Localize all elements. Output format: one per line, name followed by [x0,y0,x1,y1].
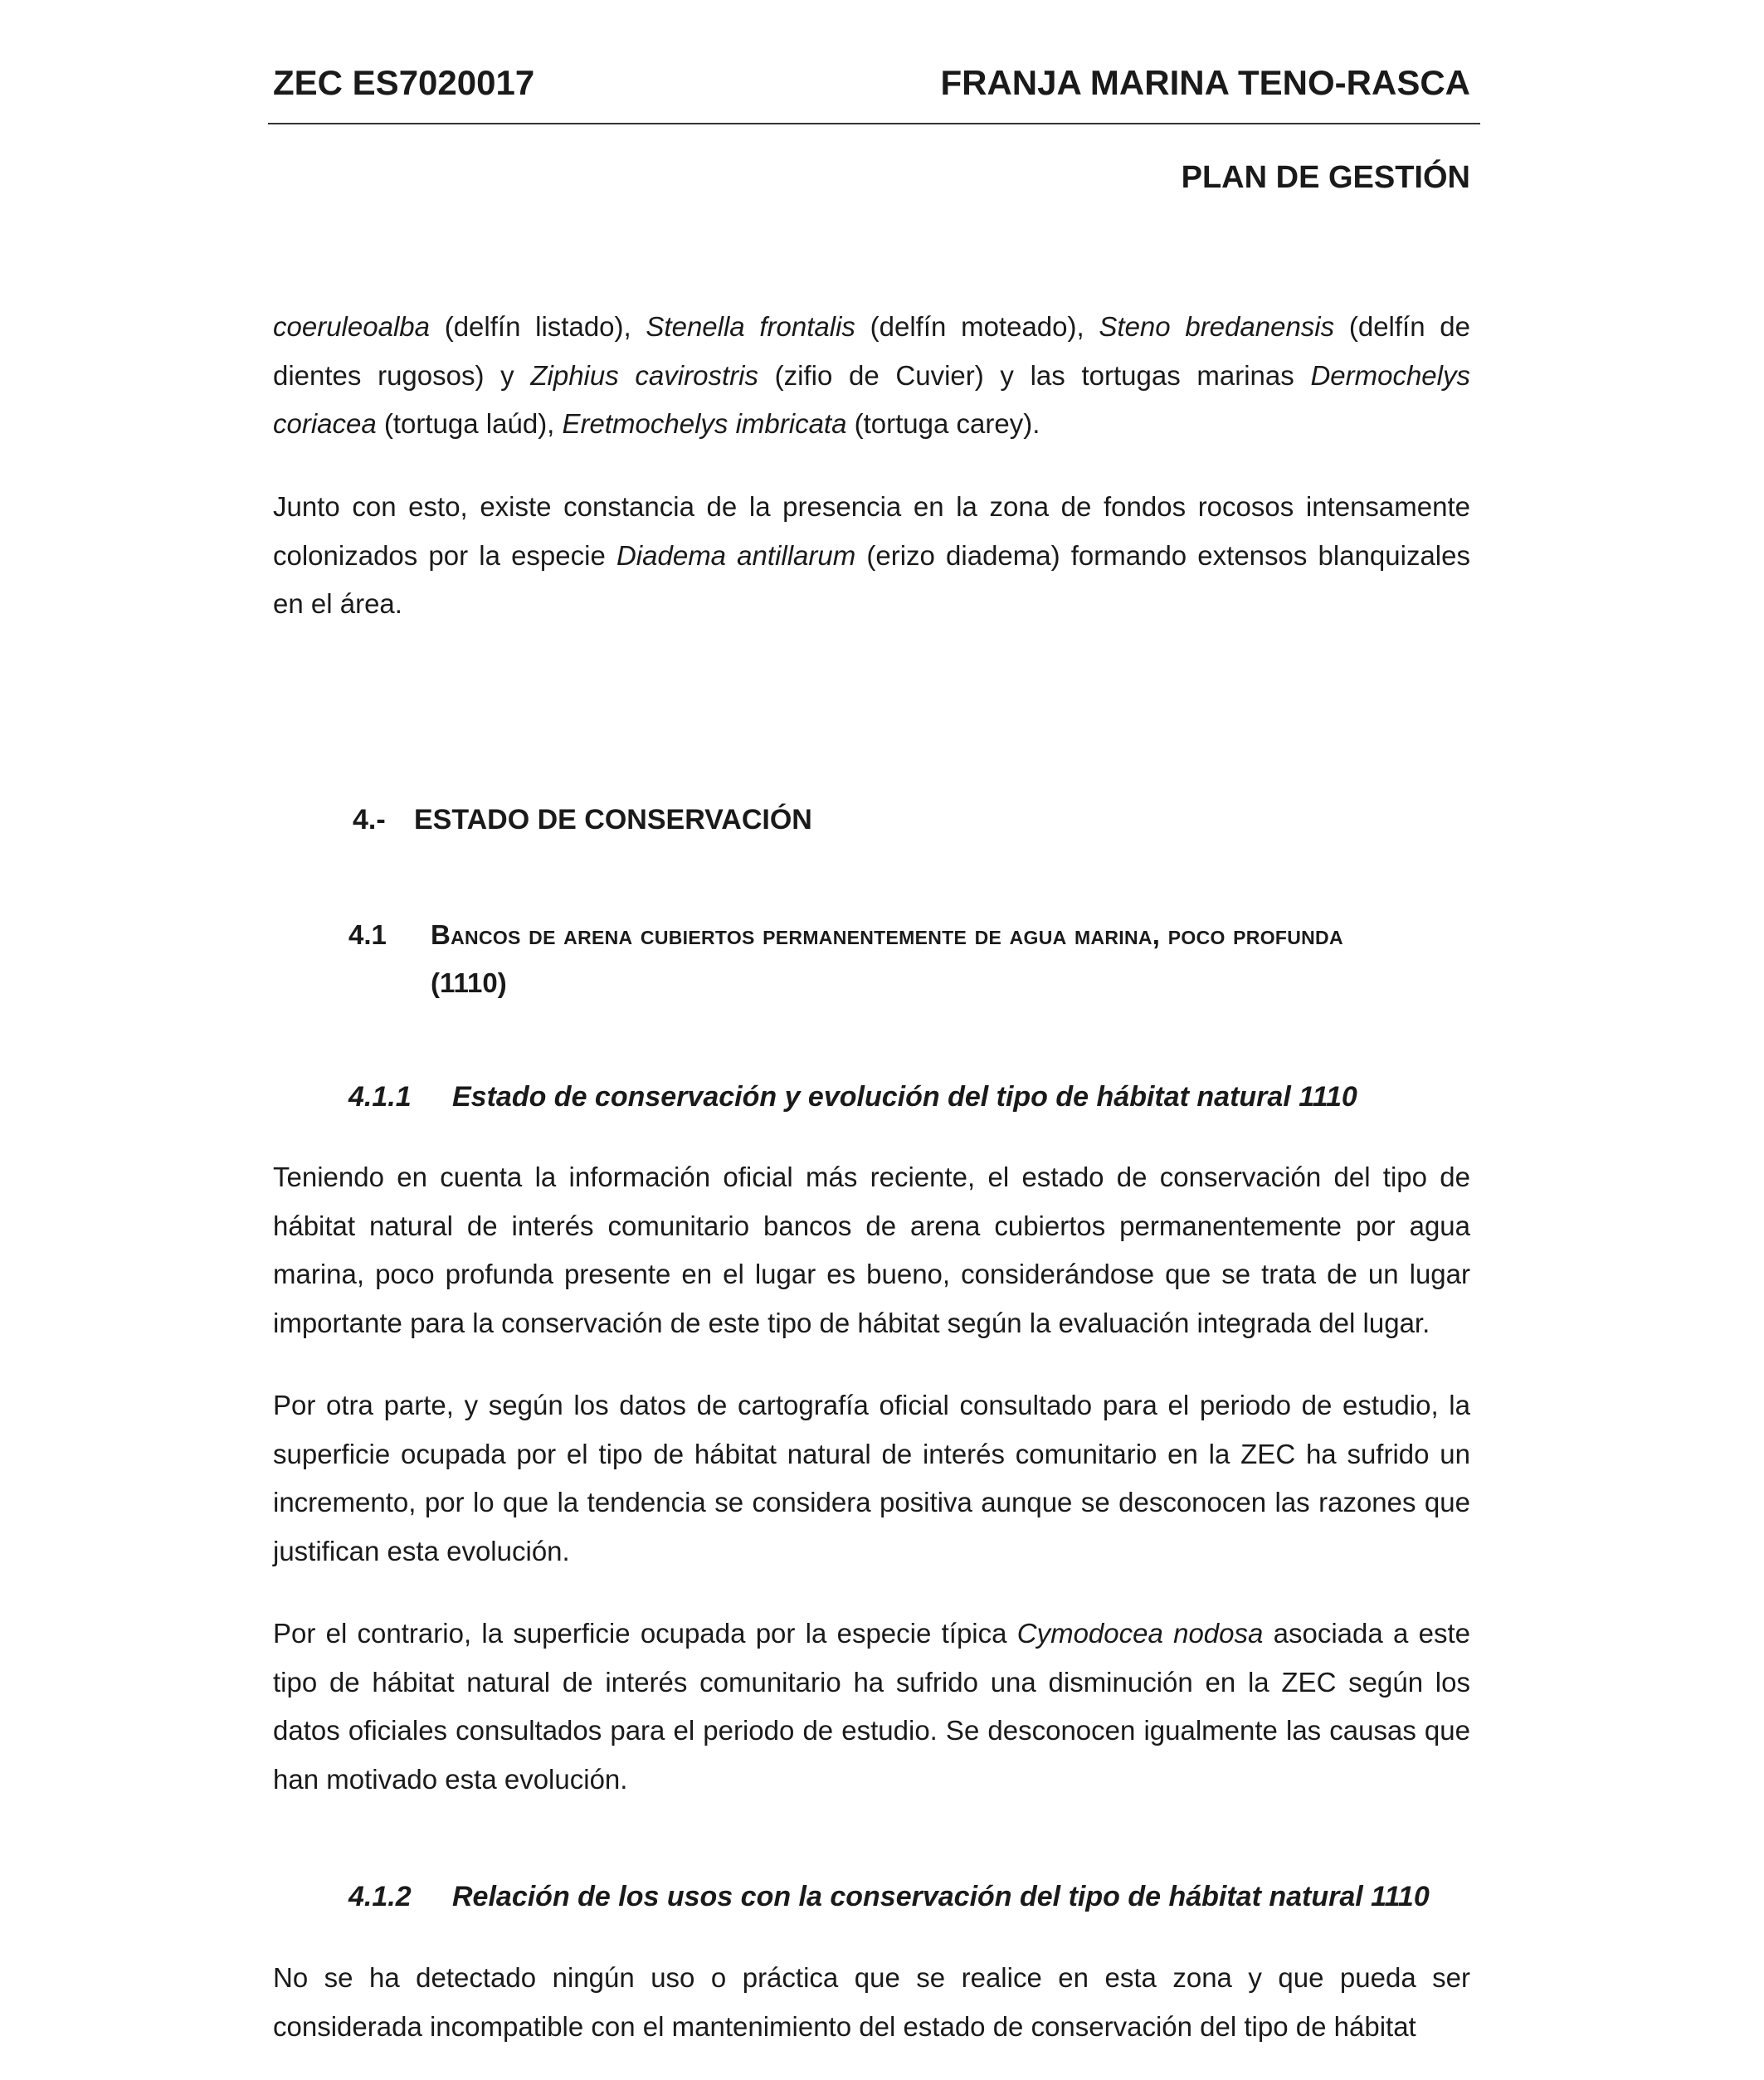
section-heading-4-1: 4.1 Bancos de arena cubiertos permanentemente de agua marina, poco profunda (1110) [348,919,1343,998]
header-divider [268,123,1480,124]
species-name: Stenella frontalis [646,311,855,342]
species-name: Dermochelys coriacea [273,359,1470,439]
paragraph-conservation-state: Teniendo en cuenta la información oficial más reciente, el estado de conservación del tipo de hábitat natural de interés comunitario bancos de arena cubiertos permanentemente por agua marina, poco profunda presente en el lugar es bueno, considerándose que se trata de un lugar importante para la conservación de este tipo de hábitat según la evaluación integrada del lugar. [273,1162,1470,1338]
species-name: Eretmochelys imbricata [562,408,847,439]
species-name: Steno bredanensis [1099,311,1335,342]
header-site-name: FRANJA MARINA TENO-RASCA [940,63,1470,102]
paragraph-cymodocea: Por el contrario, la superficie ocupada por la especie típica Cymodocea nodosa asociada a este tipo de hábitat natural de interés comunitario ha sufrido una disminución en la ZEC según los datos oficiales consultados para el periodo de estudio. Se desconocen igualmente las causas que han motivado esta evolución. [273,1618,1470,1795]
paragraph-uses: No se ha detectado ningún uso o práctica que se realice en esta zona y que pueda ser considerada incompatible con el mantenimiento del estado de conservación del tipo de hábitat [273,1962,1470,2042]
header-subtitle: PLAN DE GESTIÓN [1181,160,1470,195]
species-name: coeruleoalba [273,311,430,342]
header-site-code: ZEC ES7020017 [273,63,535,102]
species-name: Cymodocea nodosa [1016,1618,1264,1649]
species-name: Diadema antillarum [616,539,856,571]
paragraph-species-list: coeruleoalba (delfín listado), Stenella frontalis (delfín moteado), Steno bredanensis (delfín de dientes rugosos) y Ziphius cavirostris (zifio de Cuvier) y las tortugas marinas Dermochelys coriacea (tortuga laúd), Eretmochelys imbricata (tortuga carey). [273,311,1470,439]
section-heading-4-1-1: 4.1.1 Estado de conservación y evolución del tipo de hábitat natural 1110 [348,1081,1357,1113]
section-heading-4-1-2: 4.1.2 Relación de los usos con la conservación del tipo de hábitat natural 1110 [348,1881,1430,1912]
paragraph-diadema: Junto con esto, existe constancia de la presencia en la zona de fondos rocosos intensamente colonizados por la especie Diadema antillarum (erizo diadema) formando extensos blanquizales en el área. [273,491,1470,619]
section-heading-4: 4.- ESTADO DE CONSERVACIÓN [353,804,812,835]
paragraph-cartography: Por otra parte, y según los datos de cartografía oficial consultado para el periodo de estudio, la superficie ocupada por el tipo de hábitat natural de interés comunitario en la ZEC ha sufrido un incremento, por lo que la tendencia se considera positiva aunque se desconocen las razones que justifican esta evolución. [273,1390,1470,1566]
species-name: Ziphius cavirostris [530,359,758,391]
